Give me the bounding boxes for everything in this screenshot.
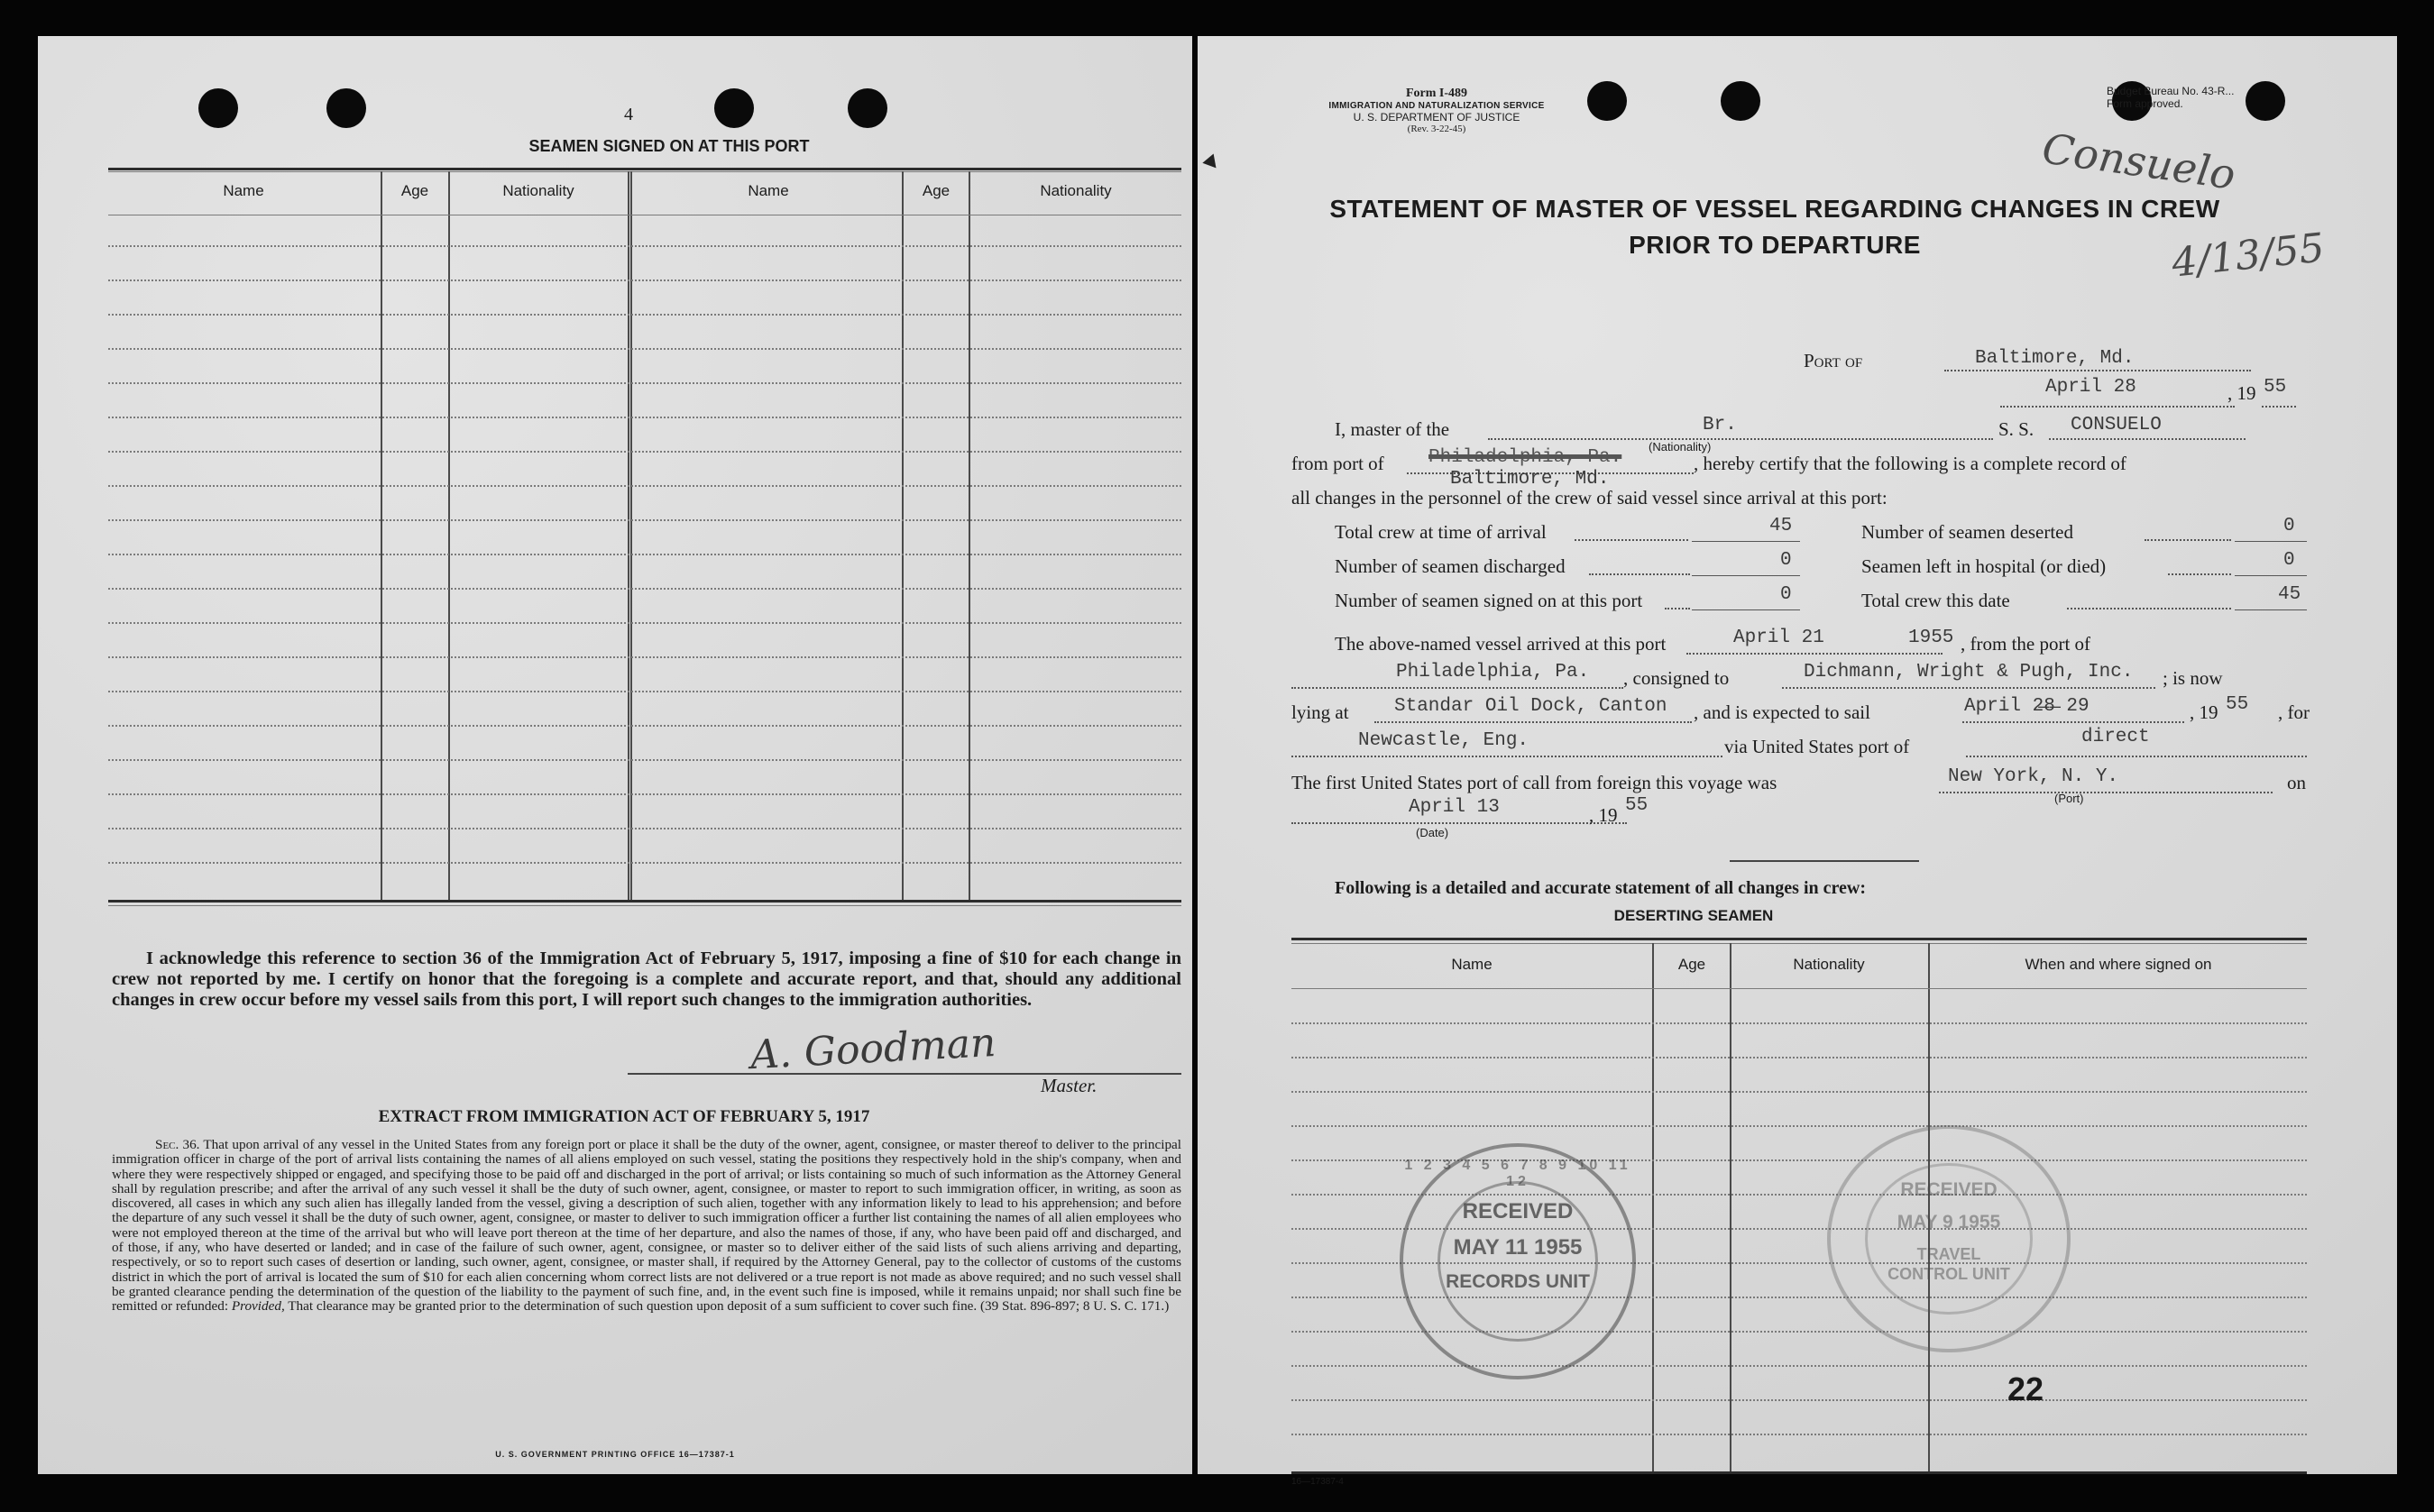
records-unit-stamp [1400, 1143, 1636, 1379]
hospital-count: 0 [2283, 550, 2295, 571]
left-page [38, 36, 1192, 1474]
from-port-2: Philadelphia, Pa. [1396, 662, 1590, 683]
stamp-unit: RECORDS UNIT [1446, 1271, 1590, 1292]
budget-bureau [2107, 85, 2305, 110]
column-header-name: Name [1451, 956, 1493, 973]
discharged-label: Number of seamen discharged [1335, 555, 1566, 577]
total-crew-date: 45 [2278, 584, 2301, 605]
right-page [1198, 36, 2397, 1487]
handwritten-vessel-name: Consuelo [2039, 124, 2239, 199]
arrived-label: The above-named vessel arrived at this port [1335, 633, 1667, 655]
port-of-value: Baltimore, Md. [1975, 348, 2135, 369]
punch-hole [1721, 81, 1760, 121]
deserted-count: 0 [2283, 516, 2295, 536]
agency-line: IMMIGRATION AND NATURALIZATION SERVICE [1328, 101, 1545, 111]
column-header-nationality: Nationality [1793, 956, 1865, 973]
column-header-age: Age [922, 182, 951, 199]
revision-line: (Rev. 3-22-45) [1407, 124, 1466, 134]
consignee: Dichmann, Wright & Pugh, Inc. [1804, 662, 2134, 683]
printer-line: U. S. GOVERNMENT PRINTING OFFICE 16—17387-1 [495, 1450, 735, 1459]
extract-body: That upon arrival of any vessel in the United States from any foreign port or place it shall be the duty of the owner, agent, consignee, or master thereof to deliver to the principal immigration officer in charge of the port of arrival lists containing the names of all aliens employed on such vessel, stating the positions they respectively hold in the ship's company, when and where they were respectively shipped or engaged, and specifying those to be paid off and discharged in the port of arrival; or lists containing so much of such information as the Attorney General shall by regulation prescribe; and after the arrival of any such vessel it shall be the duty of such owner, agent, consignee, or master to report to such immigration officer, in writing, as soon as discovered, all cases in which any such alien has illegally landed from the vessel, giving a description of such alien, together with any information likely to lead to his apprehension; and before the departure of any such vessel it shall be the duty of such owner, agent, consignee, or master to deliver to such immigration officer a further list containing the names of all alien employees who were not employed thereon at the time of the arrival but who will leave port thereon at the time of her departure, and also the names of those, if any, who have been paid off and discharged, and of those, if any, who have deserted or landed; and in case of the failure of such owner, agent, consignee, or master so to deliver either of the said lists of such aliens arriving and departing, respectively, or so to report such cases of desertion or landing, such owner, agent, consignee, or master shall, if required by the Attorney General, pay to the collector of customs of the customs district in which the port of arrival is located the sum of $10 for each alien concerning whom correct lists are not delivered or a true report is not made as above required; and no such vessel shall be granted clearance pending the determination of the question of the liability to the payment of such fine, and, in the event such fine is imposed, while it remains unpaid; nor shall such fine be remitted or refunded: [112, 1137, 1181, 1315]
nationality-value: Br. [1703, 415, 1737, 435]
from-the-port-label: , from the port of [1961, 633, 2091, 655]
extract-title: EXTRACT FROM IMMIGRATION ACT OF FEBRUARY 5, 1917 [378, 1107, 870, 1126]
arrived-year: 1955 [1908, 628, 1954, 648]
is-now-label: ; is now [2163, 667, 2223, 689]
date-caption: (Date) [1416, 826, 1449, 839]
total-crew-date-label: Total crew this date [1861, 590, 2010, 611]
column-header-name: Name [748, 182, 789, 199]
first-port-year-prefix: , 19 [1589, 804, 1618, 826]
first-port-label: The first United States port of call from foreign this voyage was [1291, 772, 1777, 793]
from-port-struck: Philadelphia, Pa. [1428, 447, 1622, 468]
first-port-value: New York, N. Y. [1948, 766, 2119, 787]
corner-mark [1202, 153, 1221, 172]
extract-provided: Provided, [231, 1298, 285, 1315]
year-prefix: , 19 [2227, 382, 2256, 404]
lying-at-label: lying at [1291, 701, 1349, 723]
via-label: via United States port of [1724, 736, 1910, 757]
sail-date: April 2̶8̶ 29 [1964, 696, 2090, 717]
section-label: Sec. 36. [155, 1137, 200, 1152]
travel-control-stamp [1827, 1125, 2071, 1352]
extract-paragraph [112, 1138, 1181, 1315]
certify-text-2: all changes in the personnel of the crew of said vessel since arrival at this port: [1291, 487, 1887, 509]
stamp-date: MAY 11 1955 [1453, 1235, 1583, 1260]
extract-tail: That clearance may be granted prior to the determination of such question upon deposit of a sum sufficient to cover such fine. (39 Stat. 896-897; 8 U. S. C. 171.) [288, 1298, 1170, 1315]
budget-number: Budget Bureau No. 43-R... [2107, 85, 2235, 97]
deserting-title: DESERTING SEAMEN [1613, 907, 1774, 924]
discharged-count: 0 [1780, 550, 1792, 571]
master-of-label: I, master of the [1335, 418, 1450, 440]
acknowledgement-text: I acknowledge this reference to section 36 of the Immigration Act of February 5, 1917, imposing a fine of $10 for each change in crew not reported by me. I certify on honor that the foregoing is a complete and accurate report, and that, should any additional changes in crew occur before my vessel sails from this port, I will report such changes to the immigration authorities. [112, 948, 1181, 1010]
form-title [1315, 191, 2235, 263]
for-label: , for [2278, 701, 2310, 723]
total-crew-arrival: 45 [1769, 516, 1793, 536]
punch-hole [326, 88, 366, 128]
stamp-received: RECEIVED [1462, 1199, 1574, 1223]
stamp-received: RECEIVED [1900, 1179, 1998, 1200]
stamp-date: MAY 9 1955 [1897, 1212, 2001, 1233]
printer-line: 16—17387-4 [1291, 1477, 1344, 1487]
form-id: Form I-489 [1405, 87, 1468, 100]
total-crew-arrival-label: Total crew at time of arrival [1335, 521, 1547, 543]
deserted-label: Number of seamen deserted [1861, 521, 2073, 543]
following-label: Following is a detailed and accurate statement of all changes in crew: [1335, 878, 1867, 898]
on-label: on [2287, 772, 2306, 793]
handwritten-date: 4/13/55 [2169, 225, 2327, 287]
form-header [1288, 87, 1585, 134]
first-port-date: April 13 [1409, 797, 1500, 818]
punch-hole [1587, 81, 1627, 121]
title-line-2: PRIOR TO DEPARTURE [1629, 231, 1921, 259]
punch-hole [198, 88, 238, 128]
title-line-1: STATEMENT OF MASTER OF VESSEL REGARDING CHANGES IN CREW [1329, 195, 2220, 223]
master-signature: A. Goodman [749, 1019, 997, 1079]
destination: Newcastle, Eng. [1358, 730, 1529, 751]
certify-text: , hereby certify that the following is a complete record of [1694, 453, 2126, 474]
column-header-name: Name [223, 182, 264, 199]
arrived-date: April 21 [1733, 628, 1824, 648]
column-header-age: Age [1677, 956, 1706, 973]
hospital-label: Seamen left in hospital (or died) [1861, 555, 2107, 577]
lying-at-value: Standar Oil Dock, Canton [1394, 696, 1667, 717]
from-port-value: Baltimore, Md. [1450, 469, 1610, 490]
signed-on-count: 0 [1780, 584, 1792, 605]
signed-on-label: Number of seamen signed on at this port [1335, 590, 1643, 611]
via-value: direct [2081, 727, 2150, 747]
section-title: SEAMEN SIGNED ON AT THIS PORT [528, 137, 810, 155]
nationality-caption: (Nationality) [1649, 440, 1712, 454]
column-header-nationality: Nationality [1040, 182, 1112, 199]
from-port-label: from port of [1291, 453, 1384, 474]
stamp-ring-digits: 1 2 3 4 5 6 7 8 9 10 11 12 [1404, 1158, 1631, 1189]
sail-year: 55 [2226, 694, 2249, 715]
ss-label: S. S. [1998, 418, 2034, 440]
column-header-age: Age [400, 182, 429, 199]
master-label: Master. [1041, 1075, 1098, 1096]
column-header-nationality: Nationality [502, 182, 574, 199]
expected-label: , and is expected to sail [1694, 701, 1870, 723]
port-caption: (Port) [2054, 792, 2084, 805]
consigned-label: , consigned to [1623, 667, 1730, 689]
punch-hole [848, 88, 887, 128]
page-number: 4 [624, 105, 633, 124]
stamp-unit: TRAVEL CONTROL UNIT [1887, 1245, 2010, 1283]
sail-year-prefix: , 19 [2190, 701, 2218, 723]
page-mark: 22 [2007, 1370, 2044, 1407]
first-port-year: 55 [1625, 795, 1649, 816]
column-header-signed-on: When and where signed on [2025, 956, 2212, 973]
punch-hole [714, 88, 754, 128]
statement-date: April 28 [2045, 377, 2136, 398]
vessel-name: CONSUELO [2071, 415, 2162, 435]
statement-year: 55 [2264, 377, 2287, 398]
form-approved: Form approved. [2107, 97, 2183, 110]
department-line: U. S. DEPARTMENT OF JUSTICE [1353, 111, 1520, 124]
port-of-label: Port of [1804, 350, 1863, 371]
